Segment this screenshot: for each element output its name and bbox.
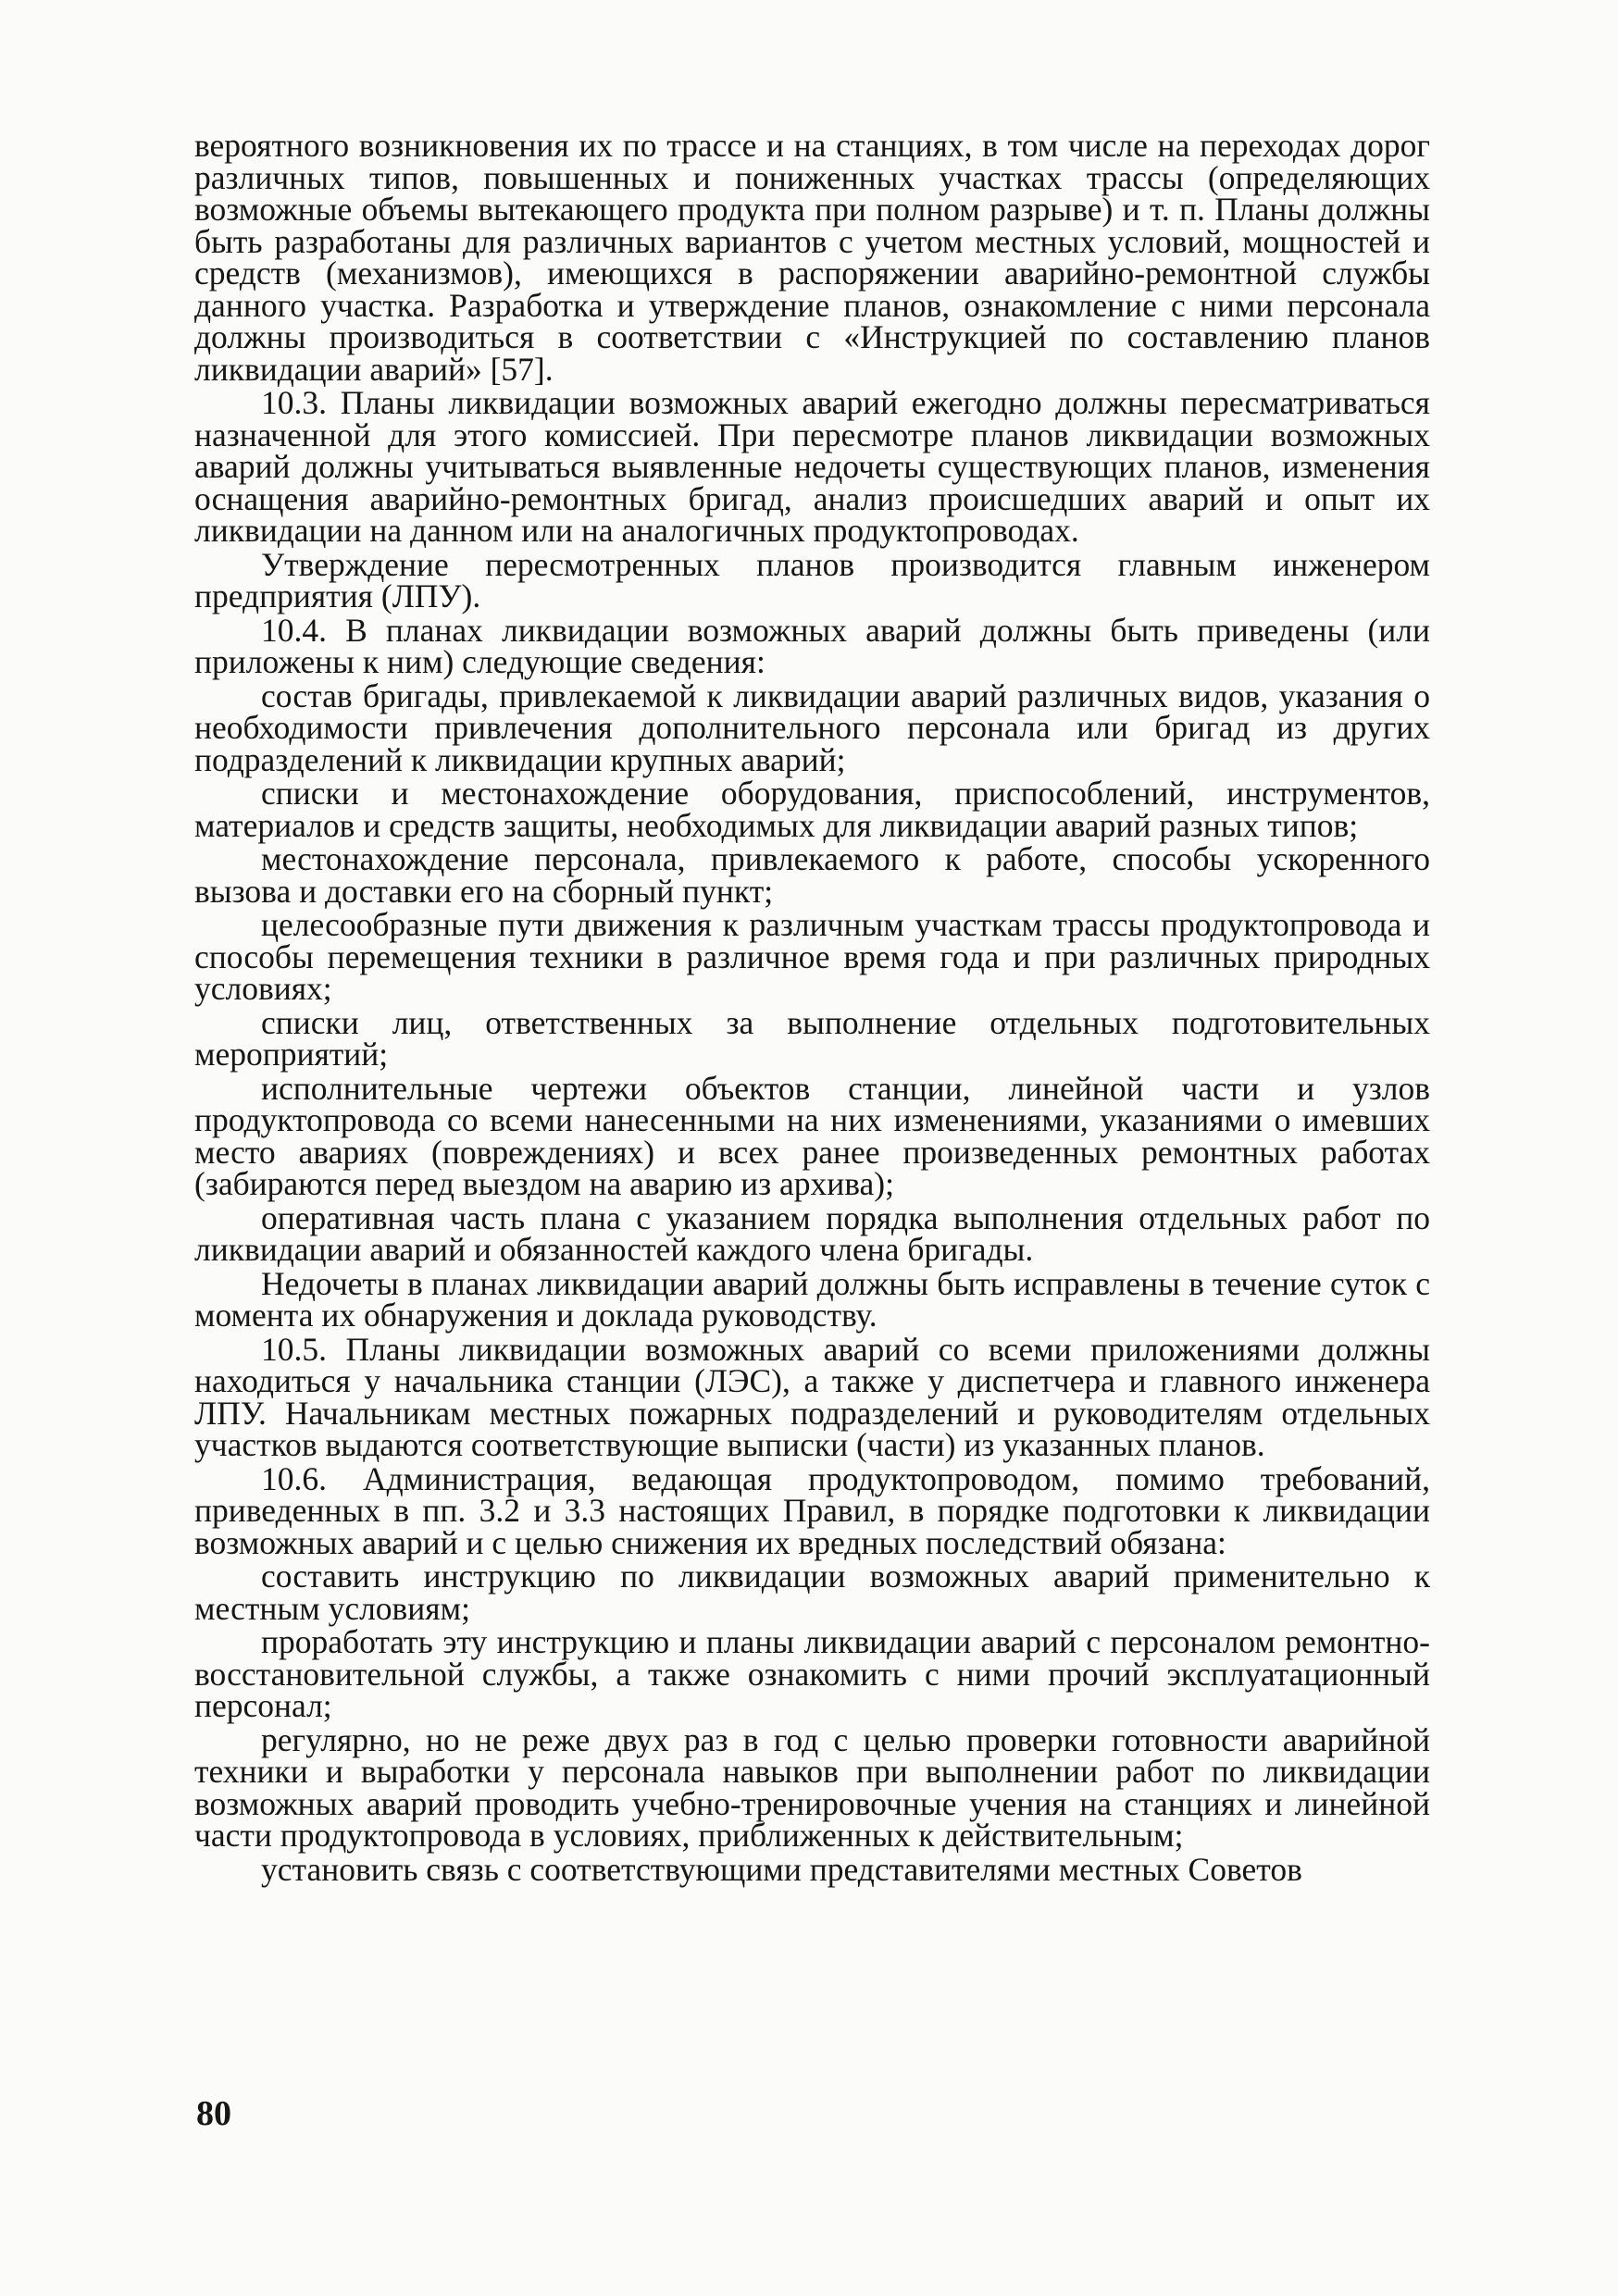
list-item-drawings: исполнительные чертежи объектов станции, линейной части и узлов продуктопровода со всеми нанесенными на них изменениями, указаниями о имевших место авариях (повреждениях) и всех ранее произведенных ремонтных работах (забираются перед выездом на аварию из архива); <box>194 1069 1430 1202</box>
page-number: 80 <box>196 2094 231 2133</box>
list-item-drills: регулярно, но не реже двух раз в год с целью проверки готовности аварийной техники и выработки у персонала навыков при выполнении работ по ликвидации возможных аварий проводить учебно-тренировочные учения на станциях и линейной части продуктопровода в условиях, приближенных к действительным; <box>194 1720 1430 1854</box>
paragraph-deficiencies: Недочеты в планах ликвидации аварий должны быть исправлены в течение суток с момента их обнаружения и доклада руководству. <box>194 1264 1430 1334</box>
list-item-personnel: местонахождение персонала, привлекаемого к работе, способы ускоренного вызова и доставки его на сборный пункт; <box>194 840 1430 910</box>
list-item-brigade: состав бригады, привлекаемой к ликвидации аварий различных видов, указания о необходимости привлечения дополнительного персонала или бригад из других подразделений к ликвидации крупных аварий; <box>194 676 1430 778</box>
list-item-equipment: списки и местонахождение оборудования, приспособлений, инструментов, материалов и средств защиты, необходимых для ликвидации аварий разных типов; <box>194 775 1430 844</box>
list-item-routes: целесообразные пути движения к различным участкам трассы продуктопровода и способы перемещения техники в различное время года и при различных природных условиях; <box>194 906 1430 1007</box>
paragraph-10-3: 10.3. Планы ликвидации возможных аварий ежегодно должны пересматриваться назначенной для этого комиссией. При пересмотре планов ликвидации возможных аварий должны учитываться выявленные недочеты существующих планов, изменения оснащения аварийно-ремонтных бригад, анализ происшедших аварий и опыт их ликвидации на данном или на аналогичных продуктопроводах. <box>194 384 1430 549</box>
list-item-instruction: составить инструкцию по ликвидации возможных аварий применительно к местным условиям; <box>194 1558 1430 1627</box>
paragraph-10-4: 10.4. В планах ликвидации возможных аварий должны быть приведены (или приложены к ним) следующие сведения: <box>194 611 1430 680</box>
list-item-communication: установить связь с соответствующими представителями местных Советов <box>261 1850 1302 1888</box>
paragraph-approval: Утверждение пересмотренных планов производится главным инженером предприятия (ЛПУ). <box>194 545 1430 614</box>
body-text <box>194 127 1430 1888</box>
list-item-responsible: списки лиц, ответственных за выполнение отдельных подготовительных мероприятий; <box>194 1003 1430 1073</box>
paragraph-10-5: 10.5. Планы ликвидации возможных аварий со всеми приложениями должны находиться у начальника станции (ЛЭС), а также у диспетчера и главного инженера ЛПУ. Начальникам местных пожарных подразделений и руководителям отдельных участков выдаются соответствующие выписки (части) из указанных планов. <box>194 1330 1430 1463</box>
paragraph-10-6: 10.6. Администрация, ведающая продуктопроводом, помимо требований, приведенных в пп. 3.2 и 3.3 настоящих Правил, в порядке подготовки к ликвидации возможных аварий и с целью снижения их вредных последствий обязана: <box>194 1459 1430 1561</box>
paragraph-continuation: вероятного возникновения их по трассе и на станциях, в том числе на переходах дорог различных типов, повышенных и пониженных участках трассы (определяющих возможные объемы вытекающего продукта при полном разрыве) и т. п. Планы должны быть разработаны для различных вариантов с учетом местных условий, мощностей и средств (механизмов), имеющихся в распоряжении аварийно-ремонтной службы данного участка. Разработка и утверждение планов, ознакомление с ними персонала должны производиться в соответствии с «Инструкцией по составлению планов ликвидации аварий» [57]. <box>194 127 1430 388</box>
list-item-operational: оперативная часть плана с указанием порядка выполнения отдельных работ по ликвидации аварий и обязанностей каждого члена бригады. <box>194 1198 1430 1268</box>
list-item-training: проработать эту инструкцию и планы ликвидации аварий с персоналом ремонтно-восстановительной службы, а также ознакомить с ними прочий эксплуатационный персонал; <box>194 1623 1430 1724</box>
